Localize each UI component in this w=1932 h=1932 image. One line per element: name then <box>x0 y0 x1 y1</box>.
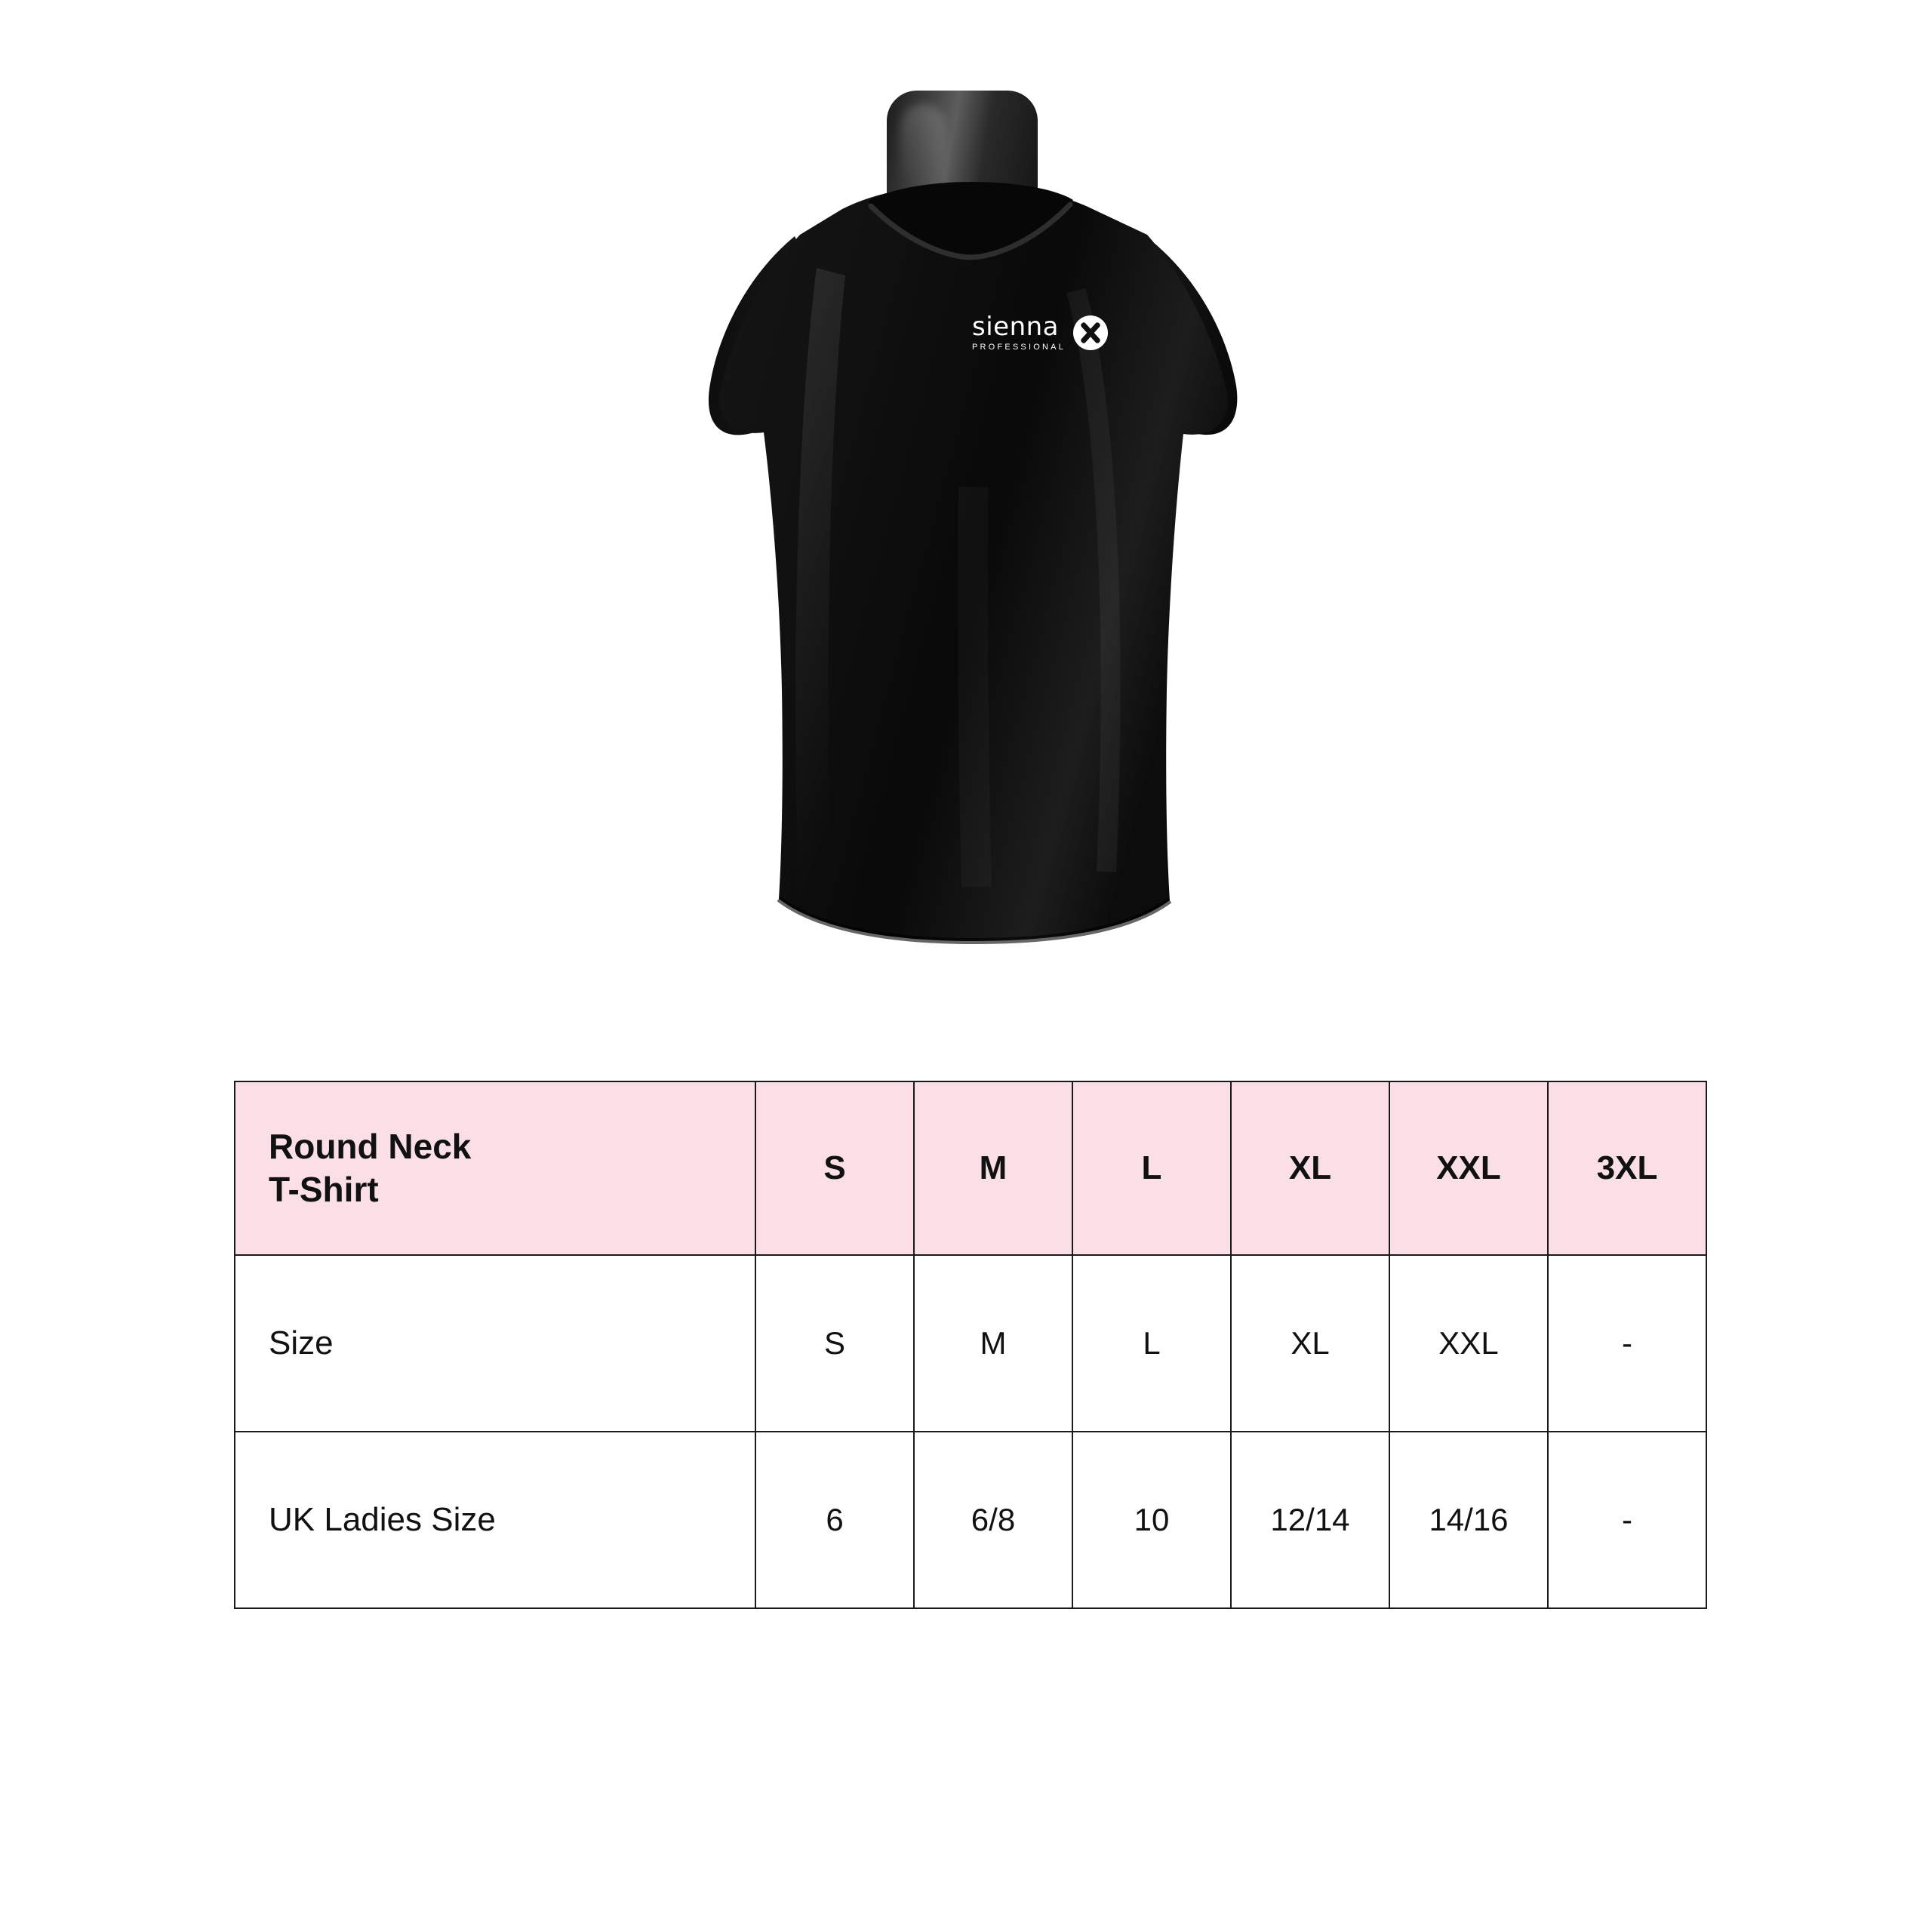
table-row <box>235 1255 1706 1432</box>
column-header-m: M <box>914 1081 1072 1255</box>
cell-size-xl: XL <box>1231 1255 1389 1432</box>
cell-size-m: M <box>914 1255 1072 1432</box>
column-header-xxl: XXL <box>1389 1081 1548 1255</box>
cell-uk-3xl: - <box>1548 1432 1706 1608</box>
column-header-l: L <box>1072 1081 1231 1255</box>
brand-tagline: PROFESSIONAL <box>972 343 1066 352</box>
tshirt-illustration <box>619 91 1313 1019</box>
table-title-line2: T-Shirt <box>269 1170 379 1209</box>
x-in-circle-icon <box>1073 315 1108 350</box>
tshirt-body <box>619 162 1313 1023</box>
cell-uk-l: 10 <box>1072 1432 1231 1608</box>
cell-size-s: S <box>755 1255 914 1432</box>
cell-size-xxl: XXL <box>1389 1255 1548 1432</box>
size-chart-table <box>234 1081 1707 1609</box>
column-header-xl: XL <box>1231 1081 1389 1255</box>
table-title-cell <box>235 1081 755 1255</box>
brand-name: sienna <box>972 312 1060 342</box>
row-label-size: Size <box>235 1255 755 1432</box>
chest-logo <box>972 309 1147 356</box>
table-title-line1: Round Neck <box>269 1126 472 1166</box>
column-header-s: S <box>755 1081 914 1255</box>
cell-uk-xl: 12/14 <box>1231 1432 1389 1608</box>
cell-size-3xl: - <box>1548 1255 1706 1432</box>
cell-uk-s: 6 <box>755 1432 914 1608</box>
logo-wordmark <box>972 314 1066 352</box>
table-header-row <box>235 1081 1706 1255</box>
cell-size-l: L <box>1072 1255 1231 1432</box>
cell-uk-m: 6/8 <box>914 1432 1072 1608</box>
column-header-3xl: 3XL <box>1548 1081 1706 1255</box>
table-row <box>235 1432 1706 1608</box>
cell-uk-xxl: 14/16 <box>1389 1432 1548 1608</box>
row-label-uk-ladies-size: UK Ladies Size <box>235 1432 755 1608</box>
